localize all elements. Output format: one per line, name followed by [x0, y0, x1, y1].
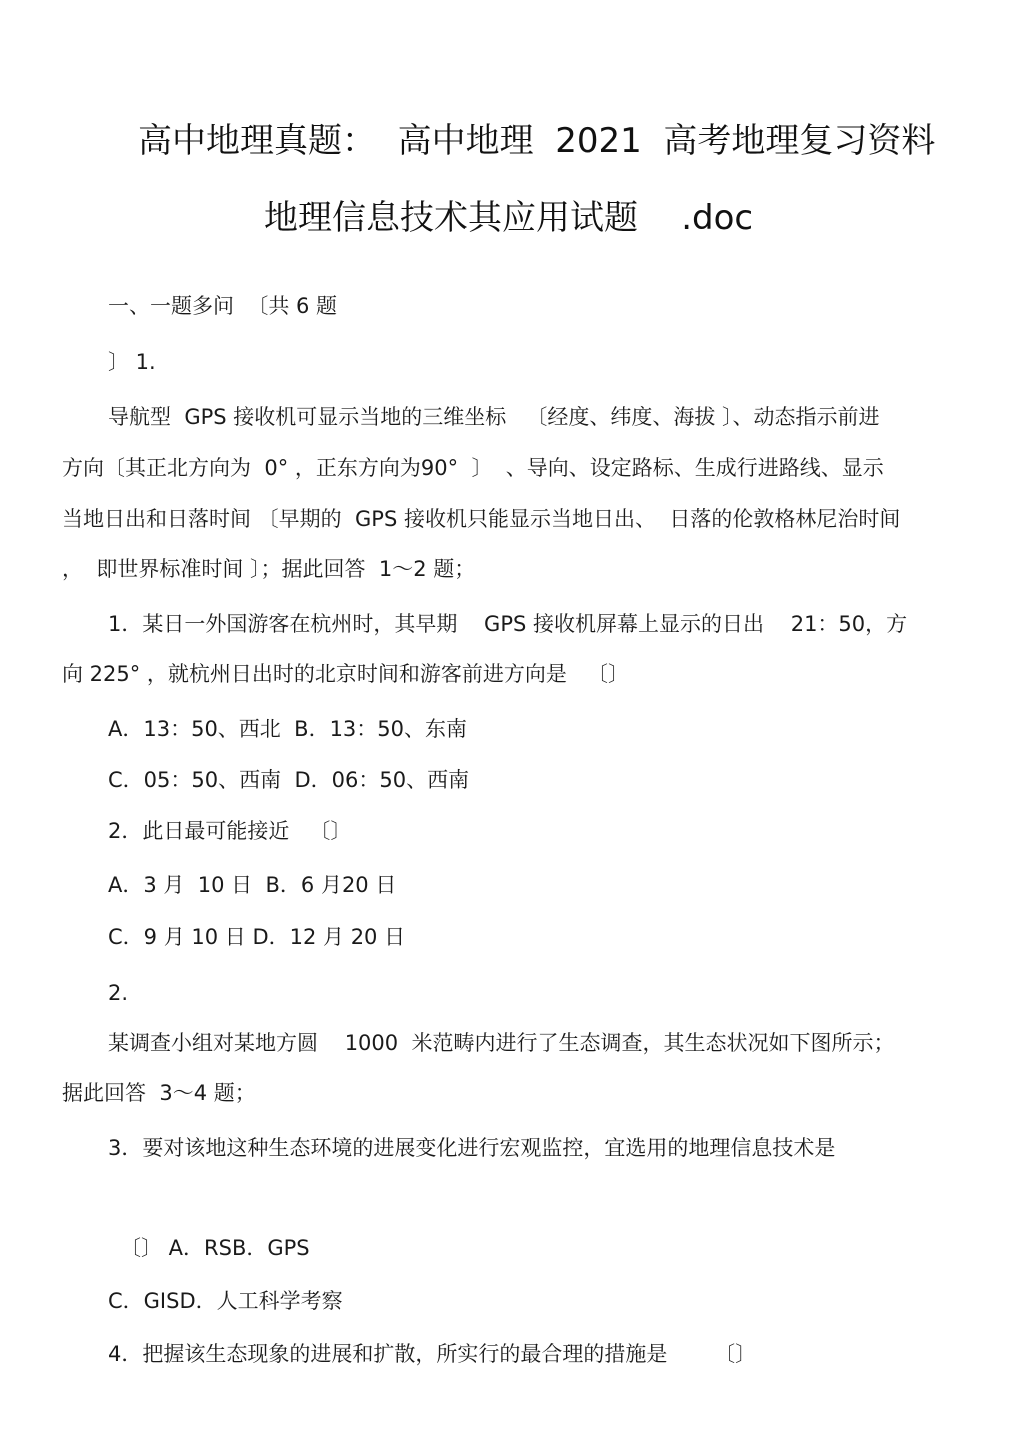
question-text: 2．此日最可能接近 〔〕	[108, 819, 352, 843]
paragraph-line: 当地日出和日落时间 〔早期的 GPS 接收机只能显示当地日出、 日落的伦敦格林尼治时间	[62, 507, 901, 531]
paragraph-line: 方向〔其正北方向为 0° ，正东方向为90° 〕 、导向、设定路标、生成行进路线、显示	[62, 456, 884, 480]
question-text: 3．要对该地这种生态环境的进展变化进行宏观监控，宜选用的地理信息技术是	[108, 1136, 836, 1160]
doc-title-line-2: 地理信息技术其应用试题 .doc	[264, 198, 754, 238]
paragraph-line: 据此回答 3～4 题；	[62, 1081, 256, 1105]
question-text: 向 225° ，就杭州日出时的北京时间和游客前进方向是 〔〕	[62, 662, 629, 686]
question-group-number: 2.	[108, 981, 129, 1005]
section-heading: 一、一题多问 〔共 6 题	[108, 294, 338, 318]
answer-options: C．9 月 10 日 D．12 月 20 日	[108, 925, 406, 949]
paragraph-line: ， 即世界标准时间 〕；据此回答 1～2 题；	[62, 557, 476, 581]
answer-options: C．05：50、西南 D．06：50、西南	[108, 768, 470, 792]
question-text: 4．把握该生态现象的进展和扩散，所实行的最合理的措施是 〔〕	[108, 1342, 757, 1366]
paragraph-line: 导航型 GPS 接收机可显示当地的三维坐标 〔经度、纬度、海拔 〕、动态指示前进	[108, 405, 880, 429]
answer-options: 〔〕 A．RSB．GPS	[120, 1236, 310, 1260]
answer-options: A．13：50、西北 B．13：50、东南	[108, 717, 468, 741]
question-text: 1．某日一外国游客在杭州时，其早期 GPS 接收机屏幕上显示的日出 21：50，方	[108, 612, 908, 636]
answer-options: C．GISD．人工科学考察	[108, 1289, 343, 1313]
answer-options: A．3 月 10 日 B．6 月20 日	[108, 873, 397, 897]
question-group-number: 〕 1.	[108, 350, 156, 374]
doc-title-line-1: 高中地理真题： 高中地理 2021 高考地理复习资料	[138, 121, 936, 161]
paragraph-line: 某调查小组对某地方圆 1000 米范畴内进行了生态调查，其生态状况如下图所示；	[108, 1031, 895, 1055]
